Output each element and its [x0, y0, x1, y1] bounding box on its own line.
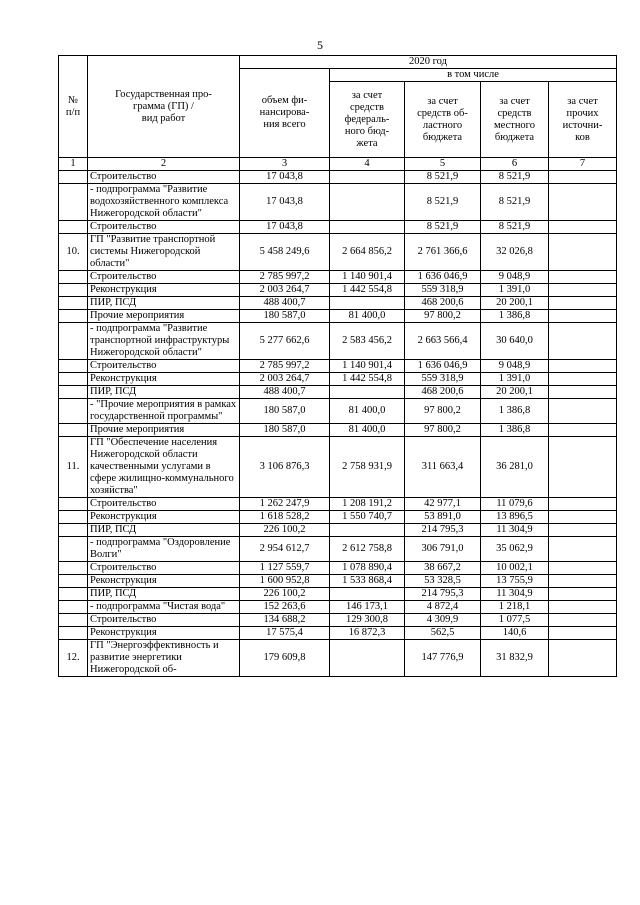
row-total: 3 106 876,3	[240, 437, 330, 498]
row-total: 134 688,2	[240, 614, 330, 627]
table-row	[59, 627, 617, 640]
row-total: 152 263,6	[240, 601, 330, 614]
row-other	[549, 386, 617, 399]
row-federal	[330, 184, 405, 221]
row-total: 1 262 247,9	[240, 498, 330, 511]
row-total: 1 600 952,8	[240, 575, 330, 588]
row-regional: 562,5	[405, 627, 481, 640]
row-regional: 97 800,2	[405, 424, 481, 437]
row-other	[549, 437, 617, 498]
row-total: 17 043,8	[240, 171, 330, 184]
row-other	[549, 373, 617, 386]
row-other	[549, 284, 617, 297]
row-local: 8 521,9	[481, 184, 549, 221]
row-federal: 1 442 554,8	[330, 373, 405, 386]
row-name: Реконструкция	[88, 575, 240, 588]
row-number	[59, 575, 88, 588]
row-federal	[330, 221, 405, 234]
row-federal: 1 208 191,2	[330, 498, 405, 511]
row-local: 35 062,9	[481, 537, 549, 562]
row-name: ПИР, ПСД	[88, 588, 240, 601]
column-number: 7	[549, 158, 617, 171]
row-federal: 2 583 456,2	[330, 323, 405, 360]
table-row	[59, 373, 617, 386]
row-other	[549, 221, 617, 234]
row-total: 17 575,4	[240, 627, 330, 640]
column-number: 6	[481, 158, 549, 171]
row-local: 1 386,8	[481, 424, 549, 437]
row-name: Строительство	[88, 614, 240, 627]
row-local: 13 755,9	[481, 575, 549, 588]
row-number	[59, 601, 88, 614]
row-name: Строительство	[88, 271, 240, 284]
row-name: ГП "Энергоэффективность и развитие энергетики Нижегородской об-	[88, 640, 240, 677]
row-regional: 42 977,1	[405, 498, 481, 511]
row-name: - подпрограмма "Оздоровление Волги"	[88, 537, 240, 562]
row-federal: 129 300,8	[330, 614, 405, 627]
row-number	[59, 424, 88, 437]
row-total: 488 400,7	[240, 297, 330, 310]
row-name: - подпрограмма "Развитие водохозяйственного комплекса Нижегородской области"	[88, 184, 240, 221]
row-name: Реконструкция	[88, 284, 240, 297]
header-col-other: за счет прочих источни- ков	[549, 82, 617, 158]
row-regional: 214 795,3	[405, 588, 481, 601]
row-total: 2 785 997,2	[240, 360, 330, 373]
row-other	[549, 297, 617, 310]
row-local: 10 002,1	[481, 562, 549, 575]
column-number: 1	[59, 158, 88, 171]
page-number: 5	[317, 38, 323, 52]
table-row	[59, 437, 617, 498]
table-row	[59, 297, 617, 310]
row-local: 36 281,0	[481, 437, 549, 498]
row-federal: 81 400,0	[330, 399, 405, 424]
row-total: 180 587,0	[240, 424, 330, 437]
row-other	[549, 524, 617, 537]
row-other	[549, 271, 617, 284]
row-name: Прочие мероприятия	[88, 310, 240, 323]
row-number: 11.	[59, 437, 88, 498]
table-row	[59, 271, 617, 284]
row-federal	[330, 640, 405, 677]
row-name: ПИР, ПСД	[88, 386, 240, 399]
column-number: 2	[88, 158, 240, 171]
row-total: 5 458 249,6	[240, 234, 330, 271]
row-federal: 16 872,3	[330, 627, 405, 640]
row-other	[549, 399, 617, 424]
row-total: 2 003 264,7	[240, 284, 330, 297]
row-regional: 4 872,4	[405, 601, 481, 614]
row-name: - подпрограмма "Чистая вода"	[88, 601, 240, 614]
row-total: 1 127 559,7	[240, 562, 330, 575]
row-other	[549, 323, 617, 360]
row-regional: 306 791,0	[405, 537, 481, 562]
row-federal	[330, 588, 405, 601]
row-number	[59, 284, 88, 297]
row-name: Реконструкция	[88, 373, 240, 386]
column-number: 4	[330, 158, 405, 171]
table-row	[59, 424, 617, 437]
table-row	[59, 575, 617, 588]
row-regional: 1 636 046,9	[405, 360, 481, 373]
row-regional: 97 800,2	[405, 310, 481, 323]
row-federal: 81 400,0	[330, 310, 405, 323]
row-regional: 4 309,9	[405, 614, 481, 627]
row-other	[549, 511, 617, 524]
row-other	[549, 627, 617, 640]
row-local: 9 048,9	[481, 271, 549, 284]
row-number	[59, 524, 88, 537]
row-federal: 146 173,1	[330, 601, 405, 614]
row-federal: 2 758 931,9	[330, 437, 405, 498]
row-name: Строительство	[88, 221, 240, 234]
header-col-federal: за счет средств федераль- ного бюд- жета	[330, 82, 405, 158]
row-total: 226 100,2	[240, 524, 330, 537]
row-number	[59, 399, 88, 424]
row-total: 5 277 662,6	[240, 323, 330, 360]
row-total: 2 785 997,2	[240, 271, 330, 284]
row-total: 2 003 264,7	[240, 373, 330, 386]
row-federal: 1 078 890,4	[330, 562, 405, 575]
row-number	[59, 323, 88, 360]
row-name: ПИР, ПСД	[88, 524, 240, 537]
row-number	[59, 271, 88, 284]
row-name: Строительство	[88, 360, 240, 373]
table-row	[59, 640, 617, 677]
row-other	[549, 360, 617, 373]
row-local: 1 077,5	[481, 614, 549, 627]
row-regional: 97 800,2	[405, 399, 481, 424]
row-regional: 53 328,5	[405, 575, 481, 588]
row-local: 20 200,1	[481, 297, 549, 310]
row-federal: 2 664 856,2	[330, 234, 405, 271]
table-row	[59, 537, 617, 562]
row-name: Строительство	[88, 498, 240, 511]
row-total: 180 587,0	[240, 310, 330, 323]
row-local: 31 832,9	[481, 640, 549, 677]
row-number	[59, 511, 88, 524]
row-federal: 1 533 868,4	[330, 575, 405, 588]
row-number	[59, 221, 88, 234]
row-name: Реконструкция	[88, 511, 240, 524]
row-total: 226 100,2	[240, 588, 330, 601]
row-federal: 1 140 901,4	[330, 360, 405, 373]
row-regional: 214 795,3	[405, 524, 481, 537]
row-federal	[330, 386, 405, 399]
row-other	[549, 234, 617, 271]
row-federal: 1 140 901,4	[330, 271, 405, 284]
row-number	[59, 562, 88, 575]
table-row	[59, 524, 617, 537]
table-row	[59, 221, 617, 234]
row-regional: 8 521,9	[405, 184, 481, 221]
row-local: 1 386,8	[481, 399, 549, 424]
row-total: 488 400,7	[240, 386, 330, 399]
row-regional: 2 761 366,6	[405, 234, 481, 271]
row-other	[549, 171, 617, 184]
row-local: 1 218,1	[481, 601, 549, 614]
row-federal: 81 400,0	[330, 424, 405, 437]
column-number: 3	[240, 158, 330, 171]
row-local: 1 391,0	[481, 284, 549, 297]
row-regional: 468 200,6	[405, 386, 481, 399]
row-name: Строительство	[88, 171, 240, 184]
header-col-num: № п/п	[59, 56, 88, 158]
row-name: ГП "Обеспечение населения Нижегородской области качественными услугами в сфере жилищно-коммунального хозяйства"	[88, 437, 240, 498]
row-number	[59, 310, 88, 323]
row-number	[59, 386, 88, 399]
row-number	[59, 171, 88, 184]
table-row	[59, 184, 617, 221]
row-local: 13 896,5	[481, 511, 549, 524]
table-row	[59, 323, 617, 360]
row-regional: 2 663 566,4	[405, 323, 481, 360]
header-col-total: объем фи- нансирова- ния всего	[240, 69, 330, 158]
row-total: 1 618 528,2	[240, 511, 330, 524]
financing-table	[58, 55, 617, 677]
row-regional: 8 521,9	[405, 171, 481, 184]
row-other	[549, 310, 617, 323]
table-row	[59, 360, 617, 373]
row-name: ГП "Развитие транспортной системы Нижегородской области"	[88, 234, 240, 271]
row-number	[59, 588, 88, 601]
table-row	[59, 588, 617, 601]
row-other	[549, 575, 617, 588]
table-row	[59, 399, 617, 424]
row-local: 20 200,1	[481, 386, 549, 399]
row-total: 17 043,8	[240, 184, 330, 221]
row-regional: 468 200,6	[405, 297, 481, 310]
row-local: 140,6	[481, 627, 549, 640]
row-regional: 559 318,9	[405, 284, 481, 297]
row-local: 11 079,6	[481, 498, 549, 511]
row-regional: 38 667,2	[405, 562, 481, 575]
row-federal	[330, 297, 405, 310]
header-year: 2020 год	[240, 56, 617, 69]
row-other	[549, 498, 617, 511]
row-regional: 1 636 046,9	[405, 271, 481, 284]
row-local: 9 048,9	[481, 360, 549, 373]
row-other	[549, 614, 617, 627]
row-number: 12.	[59, 640, 88, 677]
row-other	[549, 588, 617, 601]
row-other	[549, 562, 617, 575]
row-other	[549, 537, 617, 562]
row-number	[59, 360, 88, 373]
row-number	[59, 537, 88, 562]
row-other	[549, 601, 617, 614]
table-row	[59, 562, 617, 575]
row-local: 32 026,8	[481, 234, 549, 271]
row-regional: 147 776,9	[405, 640, 481, 677]
row-name: - подпрограмма "Развитие транспортной инфраструктуры Нижегородской области"	[88, 323, 240, 360]
row-federal: 1 442 554,8	[330, 284, 405, 297]
table-row	[59, 386, 617, 399]
row-other	[549, 184, 617, 221]
row-regional: 559 318,9	[405, 373, 481, 386]
row-local: 8 521,9	[481, 171, 549, 184]
table-row	[59, 234, 617, 271]
row-regional: 8 521,9	[405, 221, 481, 234]
row-number	[59, 373, 88, 386]
row-regional: 53 891,0	[405, 511, 481, 524]
header-col-local: за счет средств местного бюджета	[481, 82, 549, 158]
row-name: ПИР, ПСД	[88, 297, 240, 310]
row-local: 1 386,8	[481, 310, 549, 323]
row-name: Реконструкция	[88, 627, 240, 640]
row-number	[59, 614, 88, 627]
row-number: 10.	[59, 234, 88, 271]
row-other	[549, 640, 617, 677]
table-row	[59, 498, 617, 511]
header-col-program: Государственная про- грамма (ГП) / вид работ	[88, 56, 240, 158]
table-row	[59, 614, 617, 627]
row-total: 17 043,8	[240, 221, 330, 234]
table-row	[59, 511, 617, 524]
row-name: Прочие мероприятия	[88, 424, 240, 437]
row-federal	[330, 171, 405, 184]
table-row	[59, 171, 617, 184]
row-regional: 311 663,4	[405, 437, 481, 498]
row-other	[549, 424, 617, 437]
header-including: в том числе	[330, 69, 617, 82]
row-total: 179 609,8	[240, 640, 330, 677]
row-number	[59, 184, 88, 221]
row-total: 180 587,0	[240, 399, 330, 424]
column-numbers-row	[59, 158, 617, 171]
row-name: - "Прочие мероприятия в рамках государственной программы"	[88, 399, 240, 424]
row-total: 2 954 612,7	[240, 537, 330, 562]
row-federal	[330, 524, 405, 537]
row-federal: 1 550 740,7	[330, 511, 405, 524]
table-row	[59, 284, 617, 297]
column-number: 5	[405, 158, 481, 171]
row-local: 30 640,0	[481, 323, 549, 360]
row-local: 11 304,9	[481, 524, 549, 537]
row-number	[59, 627, 88, 640]
header-col-regional: за счет средств об- ластного бюджета	[405, 82, 481, 158]
row-number	[59, 297, 88, 310]
table-row	[59, 310, 617, 323]
row-federal: 2 612 758,8	[330, 537, 405, 562]
table-row	[59, 601, 617, 614]
row-name: Строительство	[88, 562, 240, 575]
row-local: 1 391,0	[481, 373, 549, 386]
row-local: 11 304,9	[481, 588, 549, 601]
row-number	[59, 498, 88, 511]
row-local: 8 521,9	[481, 221, 549, 234]
